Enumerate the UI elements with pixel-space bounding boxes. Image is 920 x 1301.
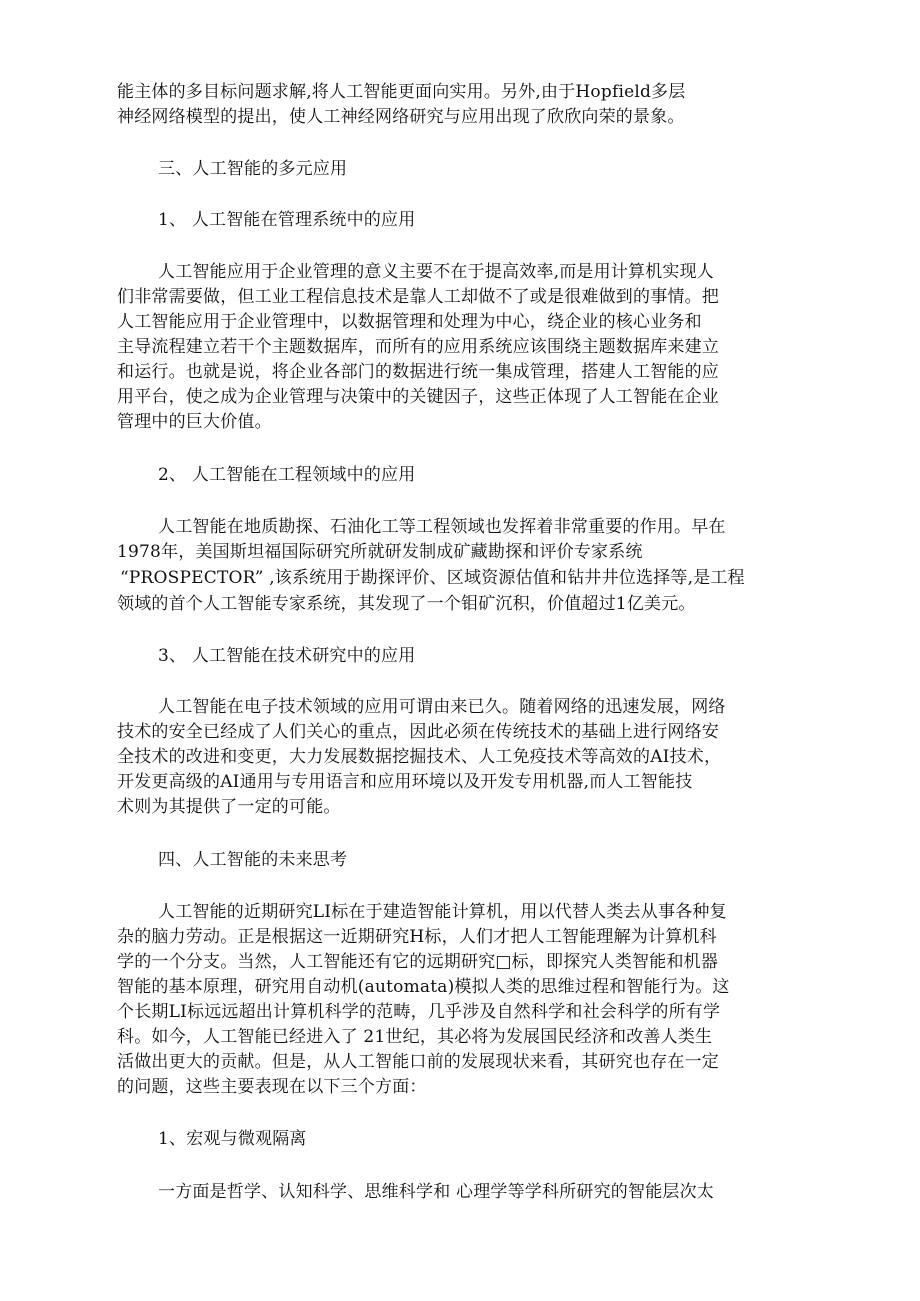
sub3-line-2: 技术的安全已经成了人们关心的重点，因此必须在传统技术的基础上进行网络安 <box>117 722 719 742</box>
sub1-line-2: 们非常需要做，但工业工程信息技术是靠人工却做不了或是很难做到的事情。把 <box>117 287 719 307</box>
sub3-line-5: 术则为其提供了一定的可能。 <box>117 797 341 817</box>
sec4-line-5: 个长期LI标远远超出计算机科学的范畴，几乎涉及自然科学和社会科学的所有学 <box>117 1002 721 1022</box>
sub2-line-2: 1978年，美国斯坦福国际研究所就研发制成矿藏勘探和评价专家系统 <box>117 542 643 562</box>
section-4-heading: 四、人工智能的未来思考 <box>158 850 348 870</box>
sec4-line-7: 活做出更大的贡献。但是，从人工智能口前的发展现状来看，其研究也存在一定 <box>117 1052 719 1072</box>
sec4-line-4: 智能的基本原理，研究用自动机(automata)模拟人类的思维过程和智能行为。这 <box>117 977 730 997</box>
sec4-line-1: 人工智能的近期研究LI标在于建造智能计算机，用以代替人类去从事各种复 <box>158 902 727 922</box>
item-1-heading: 1、宏观与微观隔离 <box>158 1129 307 1149</box>
intro-line-2: 神经网络模型的提出，使人工神经网络研究与应用出现了欣欣向荣的景象。 <box>117 107 685 127</box>
sub3-line-3: 全技术的改进和变更，大力发展数据挖掘技术、人工免疫技术等高效的AI技术， <box>117 747 722 767</box>
sub3-line-1: 人工智能在电子技术领域的应用可谓由来已久。随着网络的迅速发展，网络 <box>158 697 726 717</box>
sub1-line-1: 人工智能应用于企业管理的意义主要不在于提高效率,而是用计算机实现人 <box>158 262 715 282</box>
sub1-line-3: 人工智能应用于企业管理中，以数据管理和处理为中心，绕企业的核心业务和 <box>117 312 702 332</box>
sub1-line-7: 管理中的巨大价值。 <box>117 412 272 432</box>
intro-line-1: 能主体的多目标问题求解,将人工智能更面向实用。另外,由于Hopfield多层 <box>117 82 686 102</box>
sub2-line-4: 领域的首个人工智能专家系统，其发现了一个钼矿沉积，价值超过1亿美元。 <box>117 594 696 614</box>
sec4-line-6: 科。如今，人工智能已经进入了 21世纪，其必将为发展国民经济和改善人类生 <box>117 1027 713 1047</box>
sub2-line-1: 人工智能在地质勘探、石油化工等工程领域也发挥着非常重要的作用。早在 <box>158 517 726 537</box>
sec4-line-2: 杂的脑力劳动。正是根据这一近期研究H标，人们才把人工智能理解为计算机科 <box>117 927 717 947</box>
item1-line-1: 一方面是哲学、认知科学、思维科学和 心理学等学科所研究的智能层次太 <box>158 1182 715 1202</box>
subsection-3-heading: 3、 人工智能在技术研究中的应用 <box>158 646 416 666</box>
sub1-line-4: 主导流程建立若干个主题数据库，而所有的应用系统应该围绕主题数据库来建立 <box>117 337 719 357</box>
sec4-line-3: 学的一个分支。当然，人工智能还有它的远期研究□标，即探究人类智能和机器 <box>117 952 719 972</box>
sub3-line-4: 开发更高级的AI通用与专用语言和应用环境以及开发专用机器,而人工智能技 <box>117 772 693 792</box>
sub2-line-3: “PROSPECTOR” ,该系统用于勘探评价、区域资源估值和钻井井位选择等,是工程 <box>120 568 745 588</box>
sub1-line-6: 用平台，使之成为企业管理与决策中的关键因子，这些正体现了人工智能在企业 <box>117 387 719 407</box>
sub1-line-5: 和运行。也就是说，将企业各部门的数据进行统一集成管理，搭建人工智能的应 <box>117 362 719 382</box>
section-3-heading: 三、人工智能的多元应用 <box>158 159 348 179</box>
sec4-line-8: 的问题，这些主要表现在以下三个方面： <box>117 1077 427 1097</box>
subsection-1-heading: 1、 人工智能在管理系统中的应用 <box>158 210 416 230</box>
subsection-2-heading: 2、 人工智能在工程领域中的应用 <box>158 465 416 485</box>
